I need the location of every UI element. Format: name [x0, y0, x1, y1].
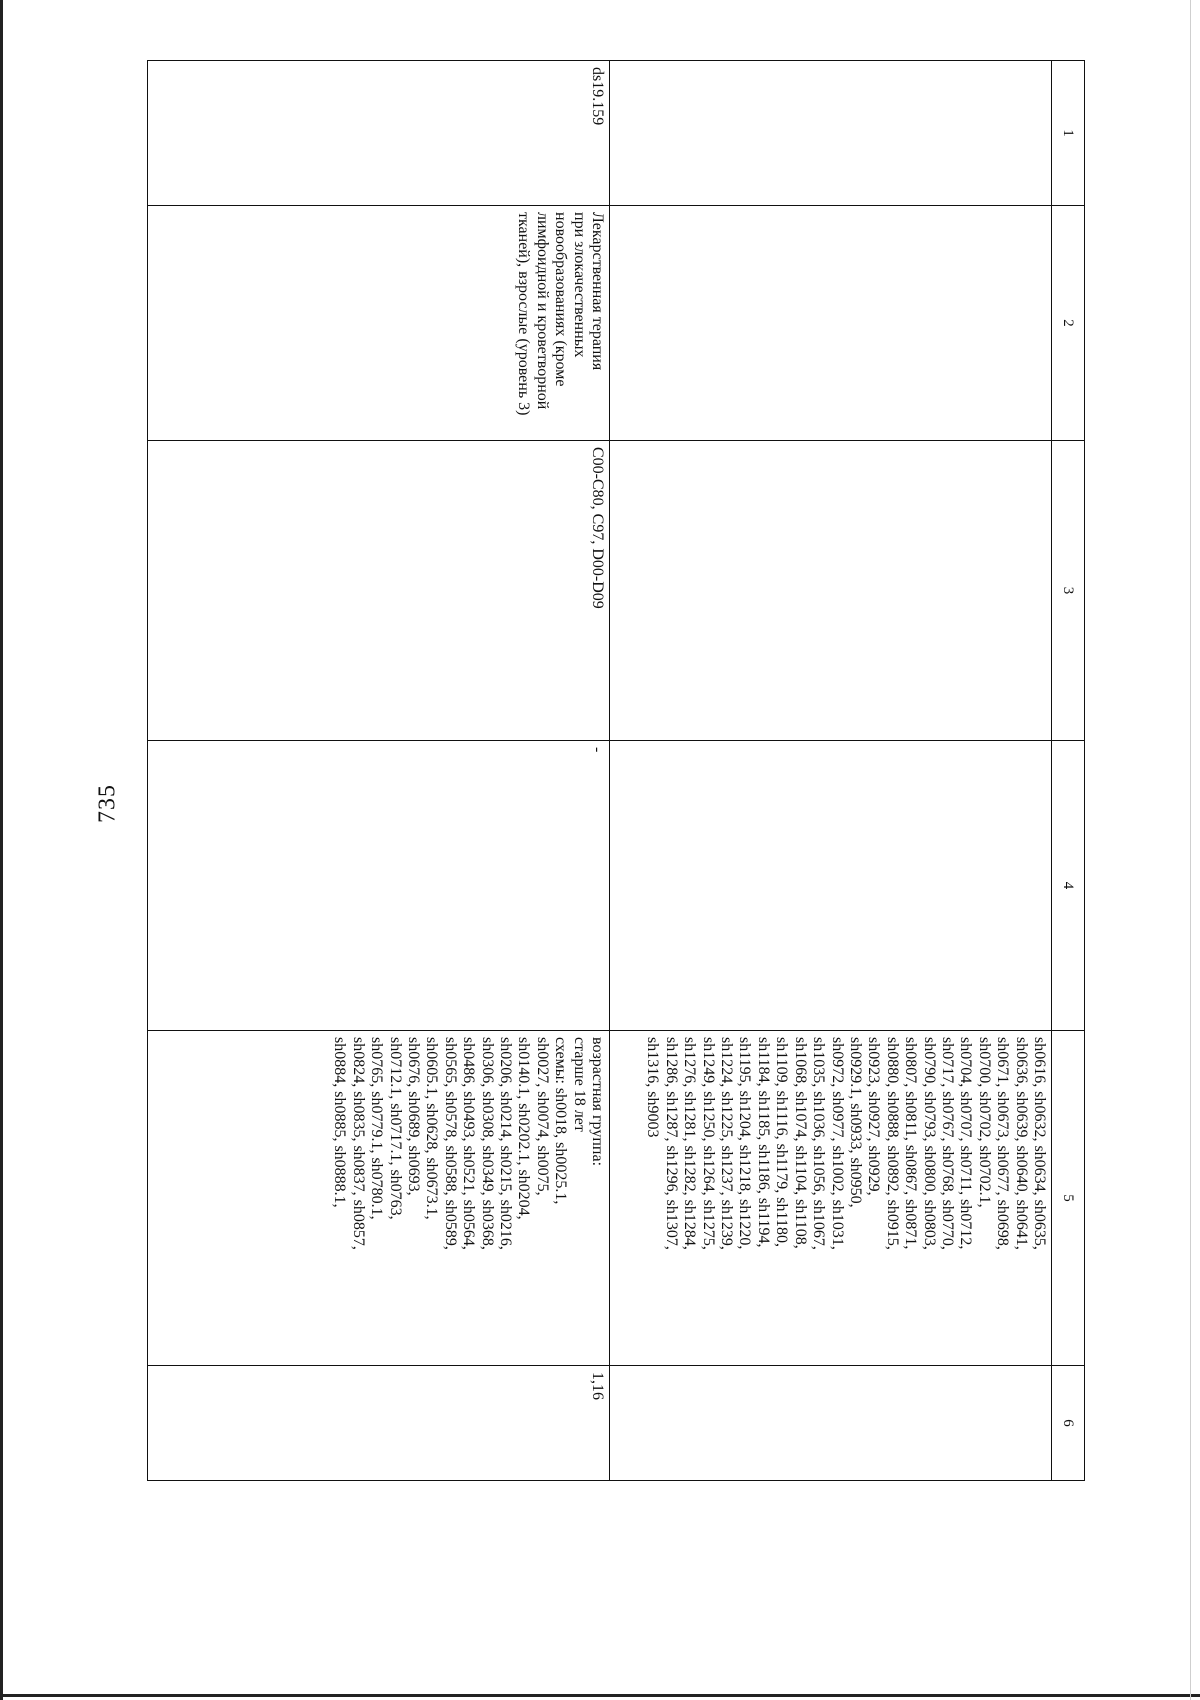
name-line: лимфоидной и кроветворной: [533, 212, 551, 410]
column-number-2: 2: [1052, 206, 1085, 441]
table-row: [610, 61, 1052, 1481]
cell-col4: [610, 741, 1052, 1031]
name-line: Лекарственная терапия: [589, 212, 606, 371]
page-number: 735: [94, 784, 121, 823]
scheme-line: sh0486, sh0493, sh0521, sh0564,: [460, 1037, 478, 1250]
scheme-line: sh0704, sh0707, sh0711, sh0712,: [957, 1037, 975, 1250]
scheme-line: sh0884, sh0885, sh0888.1,: [331, 1037, 349, 1208]
tariff-table: [147, 60, 1085, 1481]
scheme-line: sh0807, sh0811, sh0867, sh0871,: [902, 1037, 920, 1250]
scheme-line: sh0972, sh0977, sh1002, sh1031,: [828, 1037, 846, 1250]
rotated-table-container: [150, 60, 1085, 1480]
scan-border-right: [1190, 0, 1191, 1700]
scheme-line: sh1184, sh1185, sh1186, sh1194,: [754, 1037, 772, 1248]
scan-border-left: [0, 0, 3, 1700]
scheme-line: sh0306, sh0308, sh0349, sh0368,: [478, 1037, 496, 1250]
scheme-line: sh1068, sh1074, sh1104, sh1108,: [791, 1037, 809, 1249]
scheme-line: sh0790, sh0793, sh0800, sh0803,: [920, 1037, 938, 1250]
table-row: [148, 61, 610, 1481]
scheme-line: sh0565, sh0578, sh0588, sh0589,: [441, 1037, 459, 1250]
scheme-line: старше 18 лет: [570, 1037, 588, 1132]
scheme-line: sh0923, sh0927, sh0929,: [865, 1037, 883, 1196]
column-number-row: [1052, 61, 1085, 1481]
scheme-line: sh1109, sh1116, sh1179, sh1180,: [773, 1037, 791, 1247]
column-number-6: 6: [1052, 1366, 1085, 1481]
cell-schemes: [610, 1031, 1052, 1366]
cell-coefficient: 1,16: [148, 1366, 610, 1481]
name-line: при злокачественных: [570, 212, 588, 358]
scheme-line: sh1316, sh9003: [644, 1037, 662, 1138]
scheme-line: sh0712.1, sh0717.1, sh0763,: [386, 1037, 404, 1220]
name-line: новообразованиях (кроме: [552, 212, 570, 387]
scheme-line: sh0700, sh0702, sh0702.1,: [975, 1037, 993, 1208]
scan-border-bottom: [0, 1694, 1200, 1697]
cell-code: [610, 61, 1052, 206]
scheme-line: sh0027, sh0074, sh0075,: [533, 1037, 551, 1196]
scheme-line: sh0717, sh0767, sh0768, sh0770,: [938, 1037, 956, 1250]
column-number-1: 1: [1052, 61, 1085, 206]
scheme-line: sh1276, sh1281, sh1282, sh1284,: [681, 1037, 699, 1250]
cell-code: ds19.159: [148, 61, 610, 206]
cell-col4: -: [148, 741, 610, 1031]
name-line: тканей), взрослые (уровень 3): [515, 212, 533, 416]
scheme-line: sh0671, sh0673, sh0677, sh0698,: [994, 1037, 1012, 1250]
column-number-3: 3: [1052, 441, 1085, 741]
cell-coefficient: [610, 1366, 1052, 1481]
scheme-line: sh1249, sh1250, sh1264, sh1275,: [699, 1037, 717, 1250]
scheme-line: sh0636, sh0639, sh0640, sh0641,: [1012, 1037, 1030, 1250]
column-number-5: 5: [1052, 1031, 1085, 1366]
scheme-line: sh0824, sh0835, sh0837, sh0857,: [349, 1037, 367, 1250]
scheme-line: sh0676, sh0689, sh0693,: [404, 1037, 422, 1196]
scheme-line: sh1286, sh1287, sh1296, sh1307,: [662, 1037, 680, 1250]
scheme-line: sh0765, sh0779.1, sh0780.1,: [368, 1037, 386, 1220]
scheme-line: sh1195, sh1204, sh1218, sh1220,: [736, 1037, 754, 1250]
scheme-line: sh0605.1, sh0628, sh0673.1,: [423, 1037, 441, 1220]
cell-icd: [610, 441, 1052, 741]
cell-schemes: [148, 1031, 610, 1366]
scheme-line: sh0880, sh0888, sh0892, sh0915,: [883, 1037, 901, 1250]
scheme-line: возрастная группа:: [589, 1037, 606, 1167]
cell-icd: C00-C80, C97, D00-D09: [148, 441, 610, 741]
column-number-4: 4: [1052, 741, 1085, 1031]
scheme-line: sh0616, sh0632, sh0634, sh0635,: [1031, 1037, 1048, 1250]
scheme-line: sh0140.1, sh0202.1, sh0204,: [515, 1037, 533, 1220]
cell-name: [610, 206, 1052, 441]
scheme-line: схемы: sh0018, sh0025.1,: [552, 1037, 570, 1205]
cell-name: [148, 206, 610, 441]
scheme-line: sh1035, sh1036, sh1056, sh1067,: [810, 1037, 828, 1250]
scheme-line: sh0206, sh0214, sh0215, sh0216,: [496, 1037, 514, 1250]
scheme-line: sh0929.1, sh0933, sh0950,: [846, 1037, 864, 1208]
scheme-line: sh1224, sh1225, sh1237, sh1239,: [718, 1037, 736, 1250]
